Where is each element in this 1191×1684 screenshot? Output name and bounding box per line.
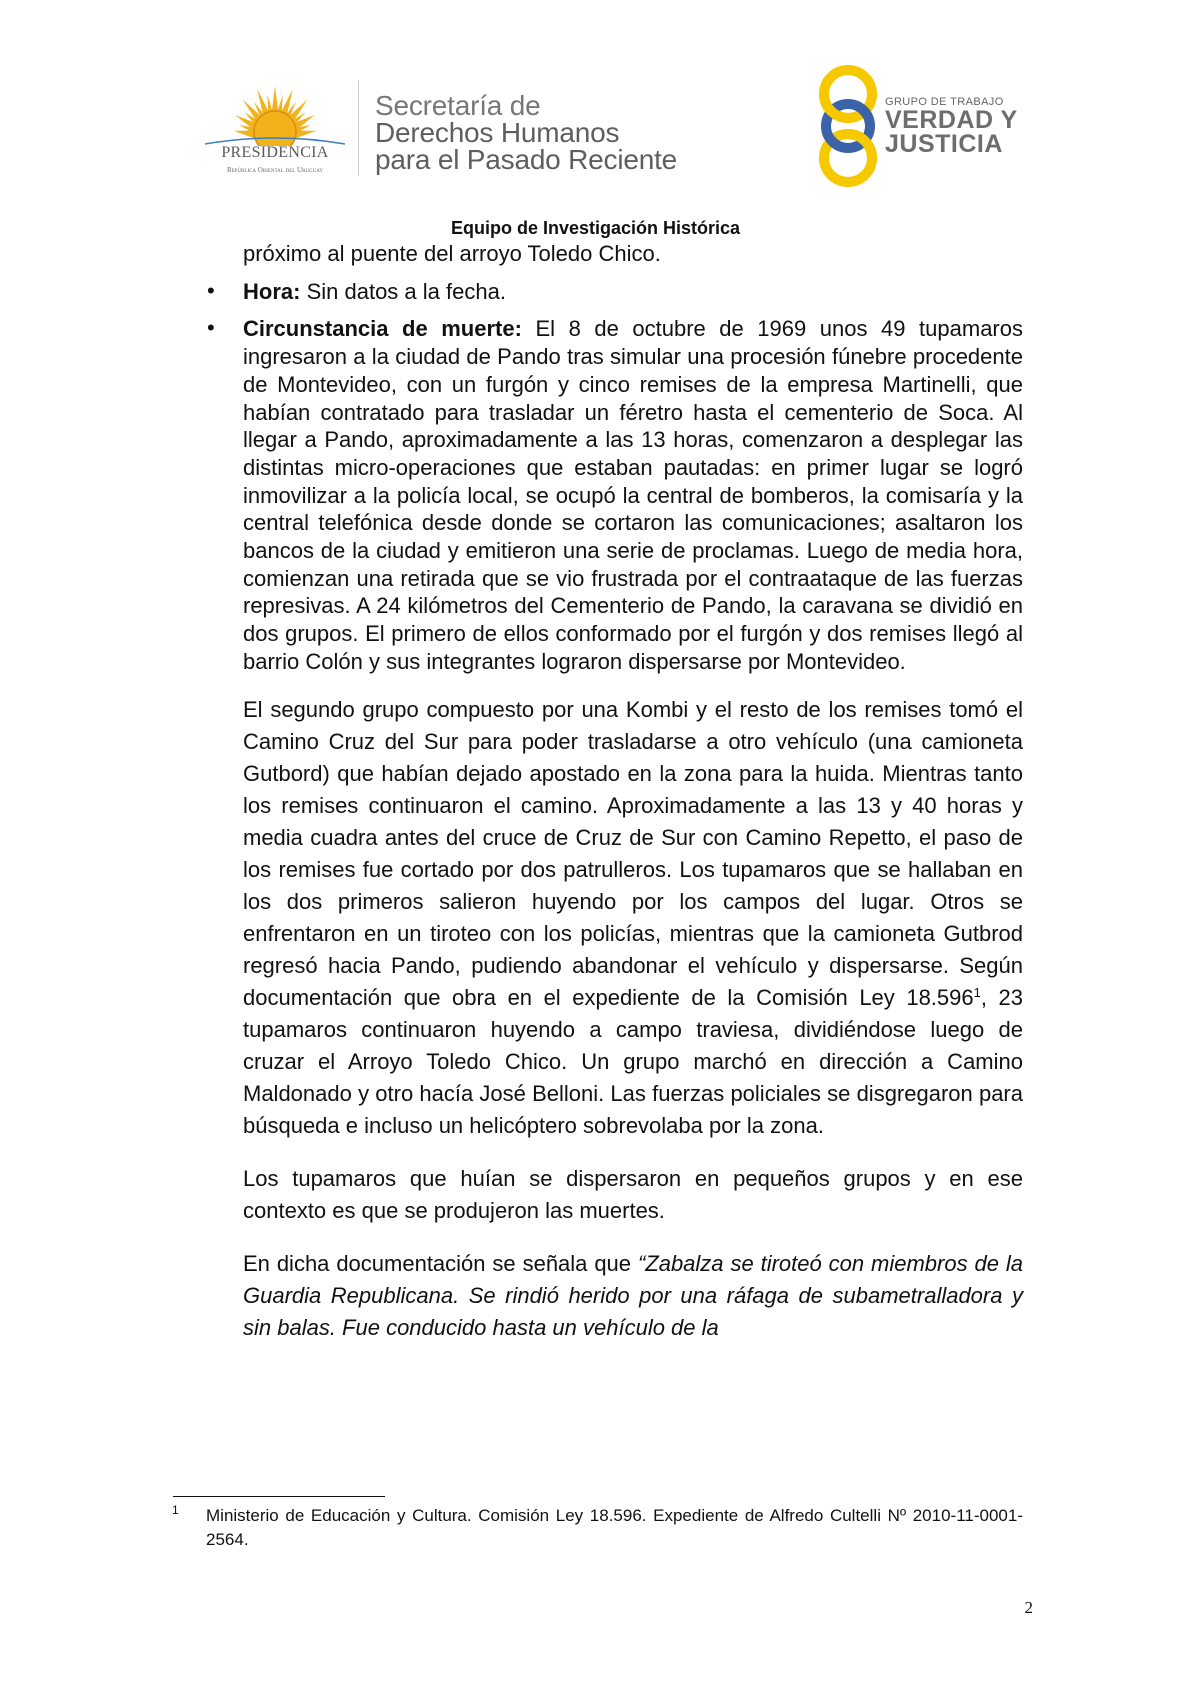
document-body	[207, 240, 1023, 1344]
footnote-number: 1	[172, 1503, 179, 1517]
continuation-text: próximo al puente del arroyo Toledo Chico.	[243, 241, 661, 266]
logo-divider	[358, 80, 359, 176]
paragraph-2-text: El segundo grupo compuesto por una Kombi y el resto de los remises tomó el Camino Cruz del Sur para poder trasladarse a otro vehículo (una camioneta Gutbord) que habían dejado apostado en la zona para la huida. Mientras tanto los remises continuaron el camino. Aproximadamente a las 13 y 40 horas y media cuadra antes del cruce de Cruz de Sur con Camino Repetto, el paso de los remises fue cortado por dos patrulleros. Los tupamaros que se hallaban en los dos primeros salieron huyendo por los campos del lugar. Otros se enfrentaron en un tiroteo con los policías, mientras que la camioneta Gutbrod regresó hacia Pando, pudiendo abandonar el vehículo y dispersarse. Según documentación que obra en el expediente de la Comisión Ley 18.596	[243, 696, 1023, 1010]
presidencia-logo	[195, 80, 355, 180]
secretaria-line-1: Secretaría de	[375, 90, 541, 121]
secretaria-line-2: Derechos Humanos	[375, 117, 620, 148]
paragraph-2	[243, 694, 1023, 1142]
grupo-line-1: GRUPO DE TRABAJO	[885, 96, 1004, 108]
presidencia-subtitle: República Oriental del Uruguay	[226, 166, 324, 174]
grupo-line-2: VERDAD Y	[885, 106, 1018, 134]
hora-text: Sin datos a la fecha.	[306, 278, 506, 304]
bullet-icon: •	[207, 315, 215, 341]
page-number: 2	[1024, 1598, 1033, 1617]
footnote-ref[interactable]: 1	[973, 984, 981, 1000]
page-header	[0, 0, 1191, 238]
paragraph-3: Los tupamaros que huían se dispersaron en pequeños grupos y en ese contexto es que se produjeron las muertes.	[243, 1165, 1023, 1223]
paragraph-2-continued: , 23 tupamaros continuaron huyendo a campo traviesa, dividiéndose luego de cruzar el Arroyo Toledo Chico. Un grupo marchó en dirección a Camino Maldonado y otro hacía José Belloni. Las fuerzas policiales se disgregaron para búsqueda e incluso un helicóptero sobrevolaba por la zona.	[243, 984, 1023, 1138]
list-item-circunstancia	[207, 315, 1023, 675]
footnote-text: Ministerio de Educación y Cultura. Comisión Ley 18.596. Expediente de Alfredo Cultelli Nº 2010-11-0001-2564.	[206, 1506, 1023, 1549]
chain-rings-icon	[808, 62, 888, 190]
list-item-hora	[207, 277, 1023, 306]
grupo-trabajo-title	[885, 96, 1018, 156]
secretaria-title	[375, 92, 677, 173]
bullet-icon: •	[207, 277, 215, 303]
circunstancia-text: El 8 de octubre de 1969 unos 49 tupamaros ingresaron a la ciudad de Pando tras simular una procesión fúnebre procedente de Montevideo, con un furgón y cinco remises de la empresa Martinelli, que habían contratado para trasladar un féretro hasta el cementerio de Soca. Al llegar a Pando, aproximadamente a las 13 horas, comenzaron a desplegar las distintas micro-operaciones que estaban pautadas: en primer lugar se logró inmovilizar a la policía local, se ocupó la central de bomberos, la comisaría y la central telefónica desde donde se cortaron las comunicaciones; asaltaron los bancos de la ciudad y emitieron una serie de proclamas. Luego de media hora, comienzan una retirada que se vio frustrada por el contraataque de las fuerzas represivas. A 24 kilómetros del Cementerio de Pando, la caravana se dividió en dos grupos. El primero de ellos conformado por el furgón y dos remises llegó al barrio Colón y sus integrantes lograron dispersarse por Montevideo.	[243, 316, 1023, 674]
footnote-separator	[173, 1496, 385, 1497]
team-heading: Equipo de Investigación Histórica	[450, 218, 741, 238]
paragraph-4-quote: “Zabalza se tiroteó con miembros de la Guardia Republicana. Se rindió herido por una ráfaga de subametralladora y sin balas. Fue conducido hasta un vehículo de la	[243, 1250, 1023, 1340]
paragraph-4-lead: En dicha documentación se señala que	[243, 1250, 638, 1276]
paragraph-4	[243, 1248, 1023, 1344]
circunstancia-label: Circunstancia de muerte:	[243, 316, 522, 342]
grupo-line-3: JUSTICIA	[885, 130, 1003, 158]
sun-icon	[195, 80, 355, 150]
presidencia-name: PRESIDENCIA	[221, 144, 329, 161]
hora-label: Hora:	[243, 278, 301, 304]
secretaria-line-3: para el Pasado Reciente	[375, 144, 678, 175]
